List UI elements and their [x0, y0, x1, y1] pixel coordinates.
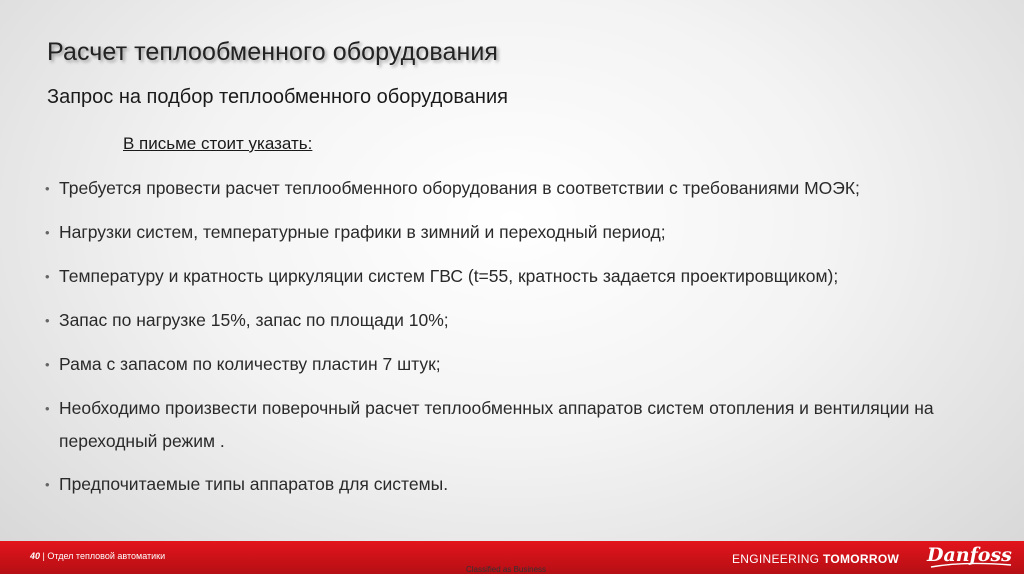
bullet-icon: •: [45, 401, 50, 416]
list-item-text: Нагрузки систем, температурные графики в зимний и переходный период;: [59, 222, 666, 242]
footer-page-info: [30, 551, 165, 561]
bullet-icon: •: [45, 313, 50, 328]
list-item-text: Необходимо произвести поверочный расчет теплообменных аппаратов систем отопления и вентиляции на переходный режим .: [59, 398, 934, 451]
list-item-text: Рама с запасом по количеству пластин 7 штук;: [59, 354, 441, 374]
list-item-text: Температуру и кратность циркуляции систем ГВС (t=55, кратность задается проектировщиком);: [59, 266, 839, 286]
bullet-icon: •: [45, 181, 50, 196]
list-item: [44, 172, 984, 205]
list-item: [44, 304, 984, 337]
list-item-text: Запас по нагрузке 15%, запас по площади 10%;: [59, 310, 449, 330]
classification-label: Classified as Business: [466, 565, 547, 574]
footer-separator: |: [42, 551, 45, 561]
department-name: Отдел тепловой автоматики: [47, 551, 166, 561]
list-item: [44, 260, 984, 293]
list-item: [44, 468, 984, 501]
requirements-list: [44, 172, 984, 512]
list-item: [44, 392, 984, 458]
footer-bar: [0, 541, 1024, 574]
bullet-icon: •: [45, 357, 50, 372]
list-item: [44, 216, 984, 249]
bullet-icon: •: [45, 477, 50, 492]
instruction-note: В письме стоит указать:: [123, 134, 313, 153]
page-number: 40: [30, 551, 41, 561]
bullet-icon: •: [45, 269, 50, 284]
list-item: [44, 348, 984, 381]
tagline-part1: ENGINEERING: [732, 552, 820, 566]
logo-text: Danfoss: [927, 544, 1012, 566]
slide-subtitle: Запрос на подбор теплообменного оборудования: [47, 86, 508, 108]
tagline-part2: TOMORROW: [822, 552, 900, 566]
list-item-text: Требуется провести расчет теплообменного оборудования в соответствии с требованиями МОЭК;: [59, 178, 860, 198]
list-item-text: Предпочитаемые типы аппаратов для системы.: [59, 474, 449, 494]
bullet-icon: •: [45, 225, 50, 240]
danfoss-logo: [919, 541, 1024, 574]
engineering-tomorrow-tagline: [732, 552, 899, 566]
slide-title: Расчет теплообменного оборудования: [47, 38, 499, 66]
